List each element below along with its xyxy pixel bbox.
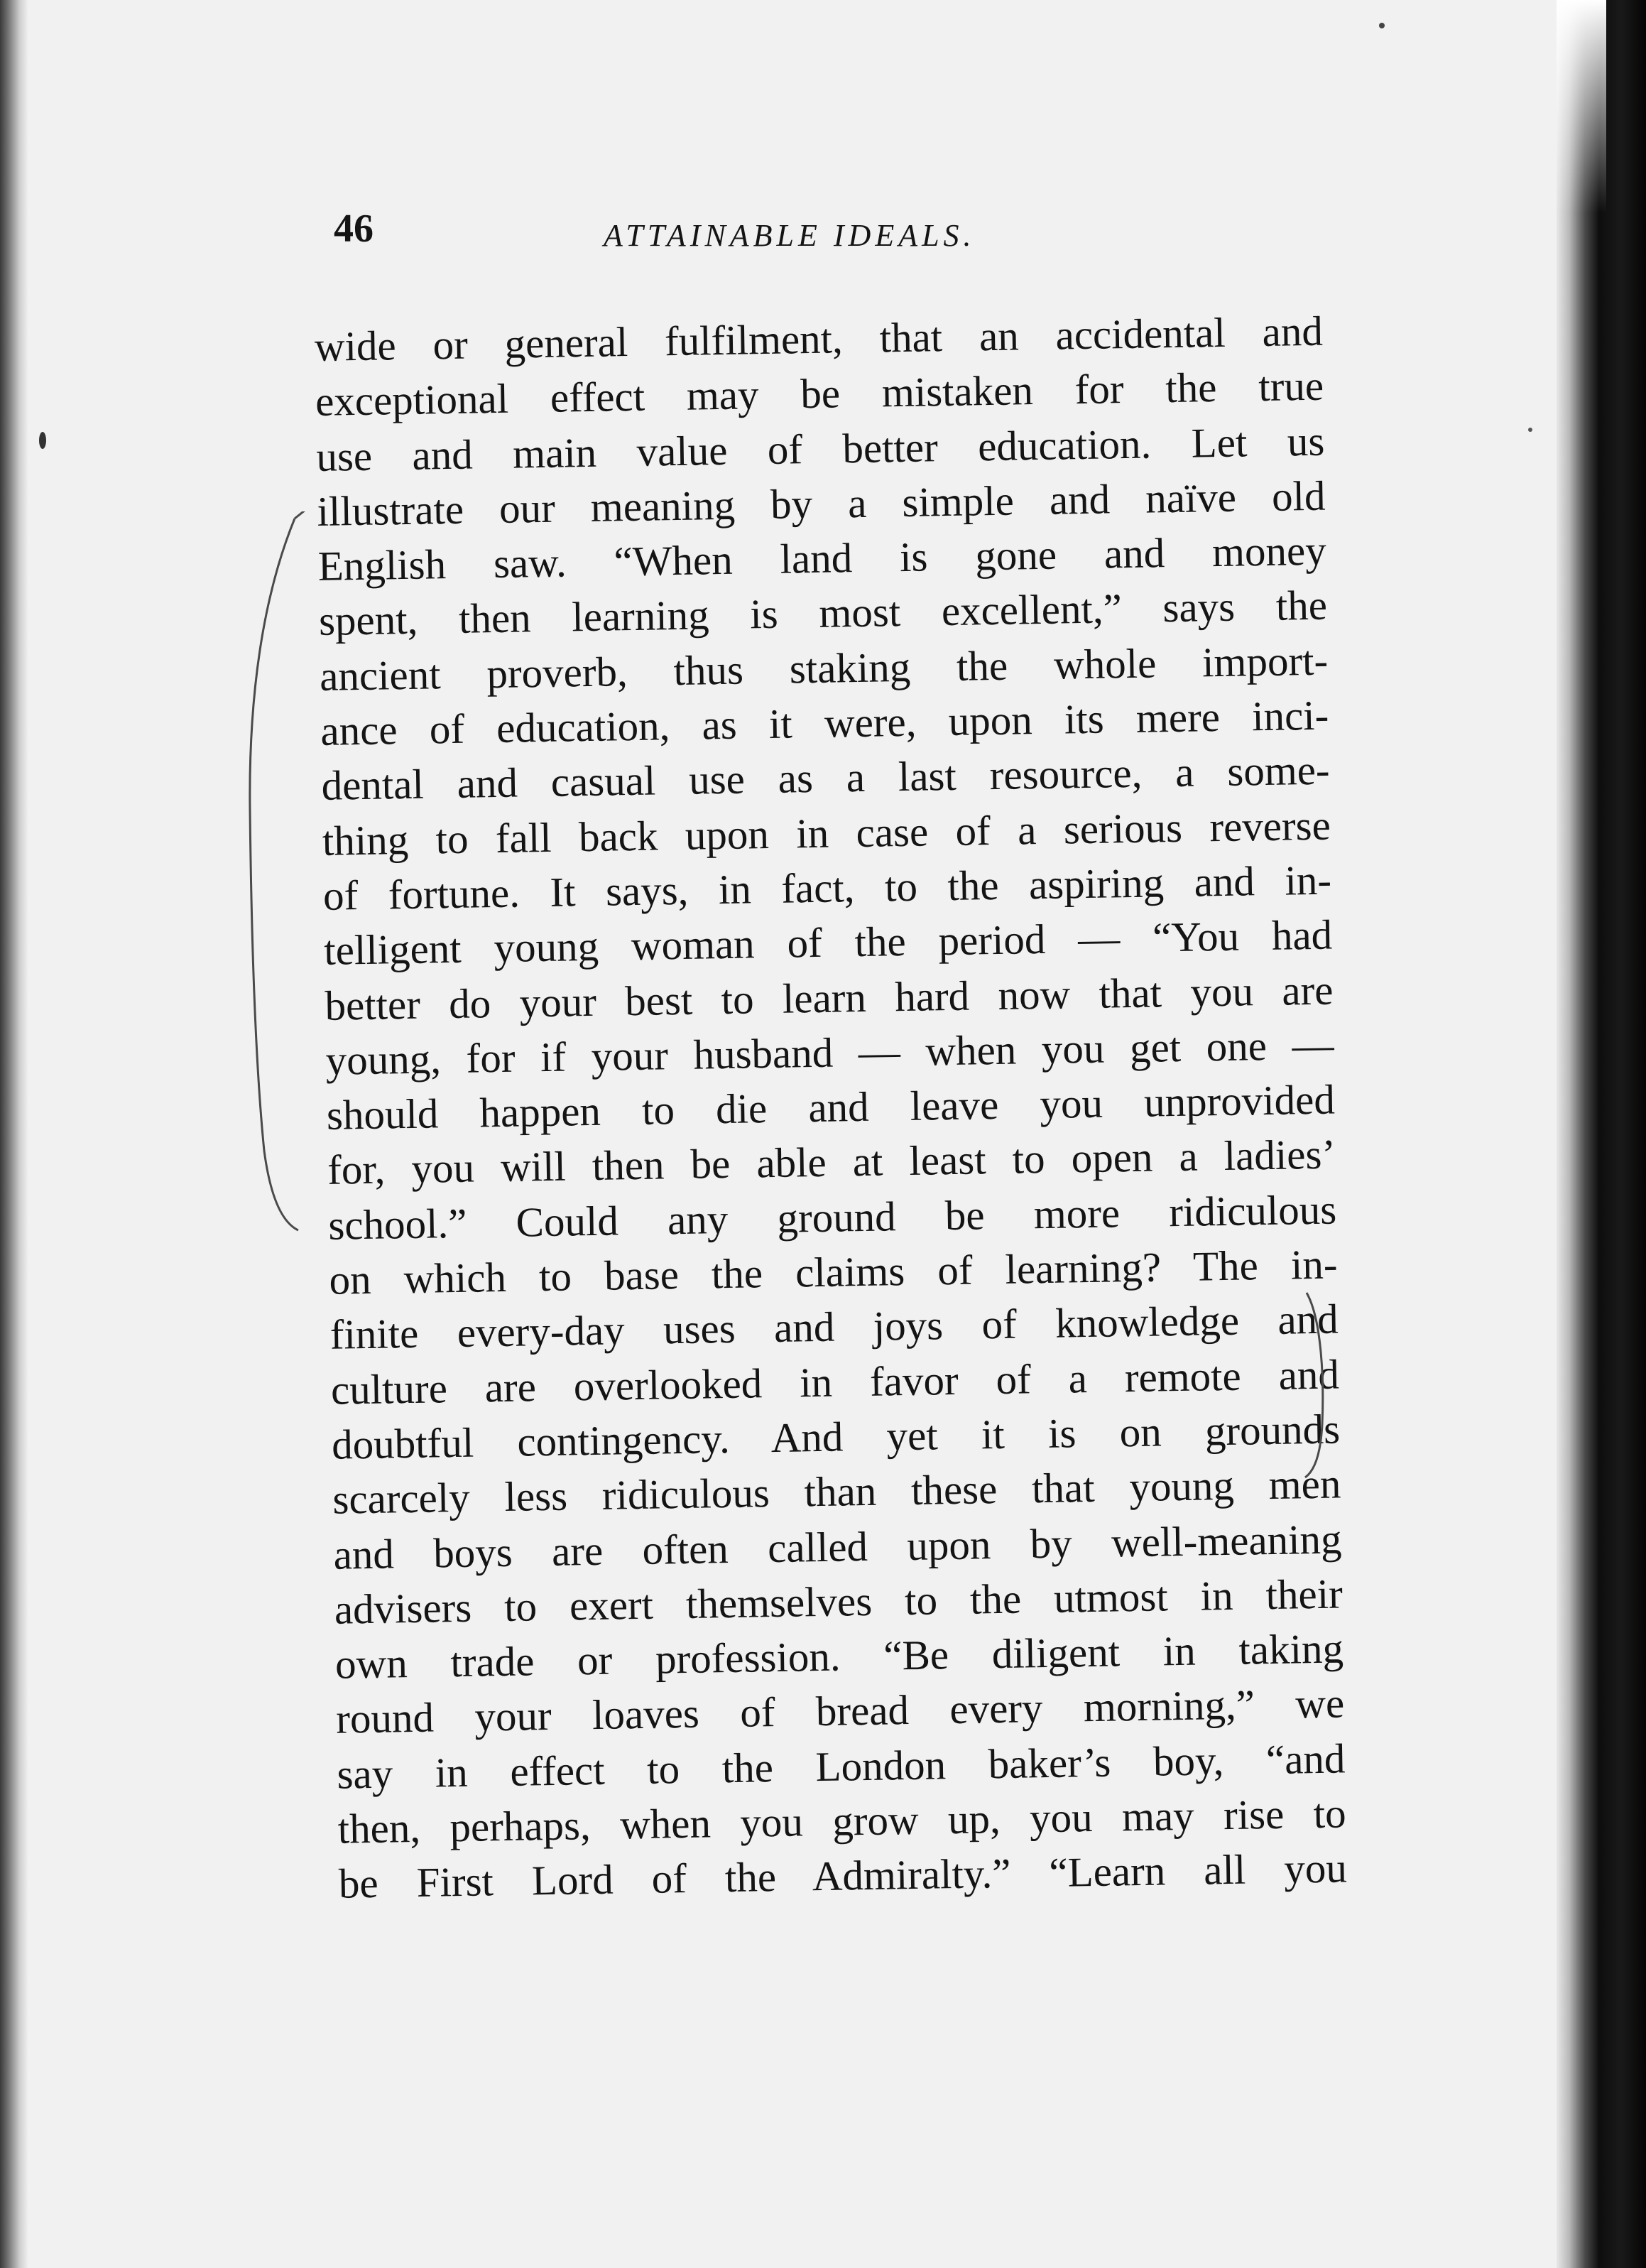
text-line: on which to base the claims of learning? The in- (329, 1240, 1338, 1303)
text-line: young, for if your husband — when you get one — (325, 1021, 1335, 1084)
text-line: use and main value of better education. Let us (315, 417, 1325, 480)
spine-highlight (1557, 0, 1606, 213)
left-margin-pencil-bracket (234, 511, 320, 1236)
text-line: exceptional effect may be mistaken for the true (315, 362, 1324, 425)
body-text-block (312, 197, 1348, 1960)
text-line: of fortune. It says, in fact, to the aspiring and in- (322, 856, 1332, 919)
book-spine-shadow (1557, 0, 1646, 2268)
text-line: own trade or profession. “Be diligent in taking (334, 1624, 1344, 1688)
text-line: spent, then learning is most excellent,” says the (318, 582, 1328, 645)
text-line: English saw. “When land is gone and money (317, 526, 1327, 590)
page-left-edge-shadow (0, 0, 28, 2268)
page-speck (1527, 426, 1534, 433)
text-line: dental and casual use as a last resource, a some- (321, 746, 1331, 810)
text-line: ancient proverb, thus staking the whole import- (319, 636, 1329, 700)
text-line: be First Lord of the Admiralty.” “Learn all you (338, 1844, 1348, 1908)
text-line: advisers to exert themselves to the utmost in their (334, 1570, 1343, 1633)
page-speck (36, 426, 50, 455)
body-text (314, 304, 1347, 1912)
text-line: for, you will then be able at least to open a ladies’ (327, 1130, 1336, 1194)
text-line: doubtful contingency. And yet it is on grounds (331, 1405, 1341, 1468)
text-line: finite every-day uses and joys of knowledge and (329, 1295, 1339, 1359)
page-speck (1378, 21, 1386, 30)
text-line: round your loaves of bread every morning,” we (335, 1679, 1345, 1743)
running-head: ATTAINABLE IDEALS. (604, 218, 976, 253)
right-margin-pencil-bracket (1299, 1289, 1356, 1481)
text-line: scarcely less ridiculous than these that young men (332, 1460, 1341, 1524)
text-line: telligent young woman of the period — “You had (323, 911, 1333, 975)
text-line: illustrate our meaning by a simple and naïve old (317, 472, 1326, 535)
text-line: say in effect to the London baker’s boy, “and (337, 1735, 1346, 1798)
text-line: should happen to die and leave you unprovided (326, 1075, 1336, 1139)
text-line: and boys are often called upon by well-meaning (333, 1514, 1343, 1578)
text-line: then, perhaps, when you grow up, you may rise to (337, 1789, 1347, 1852)
text-line: thing to fall back upon in case of a serious reverse (322, 801, 1331, 864)
text-line: ance of education, as it were, upon its mere inci- (320, 691, 1329, 754)
text-line: culture are overlooked in favor of a remote and (330, 1350, 1340, 1414)
page-number: 46 (334, 207, 374, 251)
text-line: wide or general fulfilment, that an accidental and (314, 307, 1324, 370)
text-line: better do your best to learn hard now that you are (325, 966, 1334, 1029)
text-line: school.” Could any ground be more ridiculous (327, 1185, 1337, 1249)
